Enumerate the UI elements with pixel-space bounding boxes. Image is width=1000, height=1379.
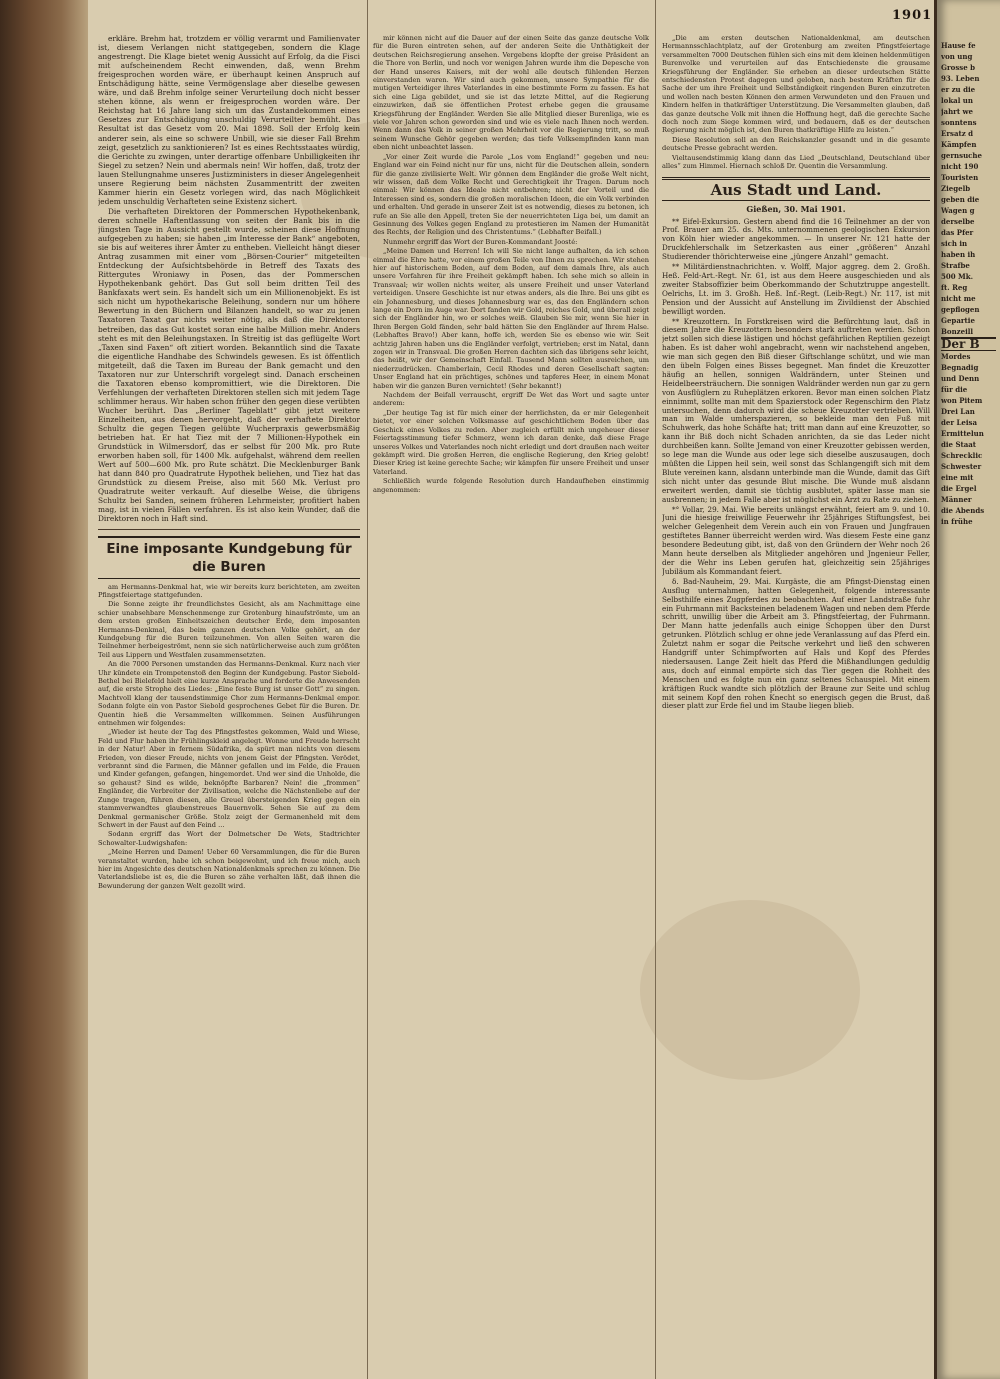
paragraph: Sodann ergriff das Wort der Dolmetscher De Wets, Stadtrichter Schowalter-Ludwigshafen: [98,830,360,847]
paragraph: Nachdem der Beifall verrauscht, ergriff De Wet das Wort und sagte unter anderem: [373,391,649,408]
adjacent-page-line: Hause fe [941,41,976,50]
news-item: *° Vollar, 29. Mai. Wie bereits unlängst erwähnt, feiert am 9. und 10. Juni die hiesige freiwillige Feuerwehr ihr 25jähriges Stiftungsfest, bei welcher Gelegenheit dem Verein auch ein von Frauen und Jungfrauen gestiftetes Banner überreicht werden wird. Was diesem Feste eine ganz besondere Bedeutung gibt, ist, daß von den Gründern der Wehr noch 26 Mann heute derselben als Mitglieder angehören und Jngenieur Feller, der die Wehr ins Leben gerufen hat, gleichzeitig sein 25jähriges Jubiläum als Kommandant feiert. [662,504,930,576]
adjacent-page-line: von ung [941,52,973,61]
paragraph: Die verhafteten Direktoren der Pommerschen Hypothekenbank, deren schnelle Haftentlassung von seiten der Bank bis in die jüngsten Tage in Aussicht gestellt wurde, scheinen diese Hoffnung aufgegeben zu haben; sie haben „im Interesse der Bank“ angeboten, sie bis auf weiteres ihrer Ämter zu entheben. Vielleicht hängt dieser Antrag zusammen mit einer vom „Börsen-Courier“ mitgeteilten Entdeckung der Aufsichtsbehörde in Betreff des Taxats des Rittergutes Wroniawy in Posen, das der Pommerschen Hypothekenbank gehört. Das Gut soll beim dritten Teil des Bankfaxats wert sein. Es handelt sich um ein Millionenobjekt. Es ist sich nicht um hypothekarische Beleihung, sondern nur um höhere Bewertung in den Büchern und Bilanzen handelt, so war zu jenen Taxatoren Taxat gar nichts weiter nötig, als daß die Direktoren betreiben, das das Gut kostet soran eine halbe Million mehr. Anders steht es mit den Beleihungstaxen. In Streitig ist das geflügelte Wort „Taxen sind Faxen“ oft zitiert worden. Bekanntlich sind die Taxate die eigentliche Handhabe des Schwindels gewesen. Es ist öffentlich mitgeteilt, daß die Taxen im Bureau der Bank gemacht und den Taxatoren nur zur Unterschrift vorgelegt sind. Danach erscheinen die Taxatoren ebenso kompromittiert, wie die Direktoren. Die Verfehlungen der verhafteten Direktoren stellen sich mit jedem Tage schlimmer heraus. Wir haben schon früher den gegen diese verübten Wucher berührt. Das „Berliner Tageblatt“ gibt jetzt weitere Einzelheiten, aus denen hervorgeht, daß der verhaftete Direktor Schultz die gegen Tiegen gelübte Wucherpraxis gewerbsmäßig betrieben hat. Er hat Tiez mit der 7 Millionen-Hypothek ein Grundstück in Wilmersdorf, das er selbst für 200 Mk. pro Rute erworben haben soll, für 1400 Mk. aufgehalst, während dem reellen Wert auf 500—600 Mk. pro Rute schätzt. Die Mecklenburger Bank hat dann 840 pro Quadratrute Hypothek beliehen, und Tiez hat das Grundstück zu diesem Preise, also mit 560 Mk. Verlust pro Quadratrute weiter verkauft. Auf dieselbe Weise, die übrigens Schultz bei Sanden, seinem früheren Lehrmeister, profitiert haben mag, ist in vielen Fällen verfahren. Es ist also kein Wunder, daß die Direktoren noch in Haft sind. [98,206,360,524]
adjacent-page-line: nicht me [941,294,976,303]
column-2-paragraphs [373,34,649,494]
adjacent-page-line: die Staat [941,440,977,449]
adjacent-page-line: 500 Mk. [941,272,974,281]
adjacent-page-line: lokal un [941,96,973,105]
adjacent-page-line: das Pfer [941,228,974,237]
adjacent-page-line: Grosse b [941,63,976,72]
column-2 [373,34,649,1352]
column-divider [367,0,368,1379]
paragraph: mir können nicht auf die Dauer auf der einen Seite das ganze deutsche Volk für die Buren eintreten sehen, auf der anderen Seite die Unthätigkeit der deutschen Reichsregierung ansehen. Vergebens klopfte der greise Präsident an die Thore von Berlin, und noch vor wenigen Jahren wurde ihm die Depesche von der Hand unseres Kaisers, mit der wohl alle deutsch fühlenden Herzen einverstanden waren. Wir sind auch gekommen, unsere Sympathie für die mutigen Verteidiger ihres Vaterlandes in eine bestimmte Form zu fassen. Es hat sich eine Liga gebildet, und sie ist das letzte Mittel, auf die Regierung einzuwirken, daß sie öffentlichen Protest erhebe gegen die grausame Kriegsführung der Engländer. Werden Sie alle Mitglied dieser Burenliga, wie es viele vor Jahren schon geworden sind und wie es viele nach Ihnen noch werden. Wenn dann das Volk in seiner großen Mehrheit vor die Regierung tritt, so muß seinem Wunsche Gehör gegeben werden; das tiefe Volksempfinden kann man eben nicht unbeachtet lassen. [373,34,649,152]
adjacent-page-line: Ersatz d [941,129,974,138]
adjacent-page-line: für die [941,385,968,394]
adjacent-page-line: Schrecklic [941,451,983,460]
adjacent-page-line: gepflogen [941,305,980,314]
news-item: ** Militärdienstnachrichten. v. Wolff, Major aggreg. dem 2. Großh. Heß. Feld-Art.-Regt. Nr. 61, ist aus dem Heere ausgeschieden und als zweiter Stabsoffizier beim Oberkommando der Schutztruppe angestellt. Oelrichs, Lt. im 3. Großh. Heß. Inf.-Regt. (Leib-Regt.) Nr. 117, ist mit Pension und der Aussicht auf Anstellung im Zivildienst der Abschied bewilligt worden. [662,262,930,316]
adjacent-page-line: jahrt we [941,107,973,116]
news-item: ** Kreuzottern. In Forstkreisen wird die Befürchtung laut, daß in diesem Jahre die Kreuzottern besonders stark auftreten werden. Schon jetzt sollen sich diese lästigen und höchst gefährlichen Reptilien gezeigt haben. Es ist daher wohl angebracht, wenn wir nachstehend angeben, wie man sich gegen den Biß dieser Giftschlange schützt, und wie man den übeln Folgen eines Bisses begegnet. Man findet die Kreuzotter häufig an hellen, sonnigen Waldrändern, unter Steinen und Heidelbeersträuchern. Die sonnigen Waldränder werden nun gar zu gern von Ausflüglern zu Ruheplätzen erkoren. Bevor man einen solchen Platz einnimmt, sollte man mit dem Spazierstock oder Regenschirm den Platz untersuchen, denn dadurch wird die scheue Kreuzotter vertrieben. Will man im Walde umherspazieren, so bekleide man den Fuß mit Schuhwerk, das hohe Schäfte hat; tritt man dann auf eine Kreuzotter, so kann ihr Biß doch nicht Schaden anrichten, da sie das Leder nicht durchbeißen kann. Sollte Jemand von einer Kreuzotter gebissen werden, so lege man die Wunde aus oder lege sich dieselbe auszusaugen, doch müßten die Lippen heil sein, weil sonst das Schlangengift sich mit dem Blute vereinen kann, alsdann unterbinde man die Wunde, damit das Gift sich nicht unter das gesunde Blut mische. Die Wunde muß alsdann erweitert werden, damit sie tüchtig ausblutet, später lasse man sie ausbrennen; in jedem Falle aber ist möglichst ein Arzt zu Rate zu ziehen. [662,316,930,504]
paragraph: am Hermanns-Denkmal hat, wie wir bereits kurz berichteten, am zweiten Pfingstfeiertage stattgefunden. [98,582,360,599]
paragraph: „Wieder ist heute der Tag des Pfingstfestes gekommen, Wald und Wiese, Feld und Flur haben ihr Frühlingskleid angelegt. Wonne und Freude herrscht in der Natur! Aber in fernem Südafrika, da spürt man nichts von diesem Frieden, von dieser Freude, nichts von jenem Geist der Pfingsten. Verödet, verbrannt sind die Farmen, die Männer gefallen und im Felde, die Frauen und Kinder gefangen, gefangen, hingemordet. Und wer sind die Unholde, die so gehaust? Sind es wilde, beknöpfte Barbaren? Nein! die „frommen“ Engländer, die Verbreiter der Zivilisation, welche die Nächstenliebe auf der Zunge tragen, führen diesen, alle Greuel übersteigenden Krieg gegen ein stammverwandtes glaubenstreues Bauernvolk. Sehen Sie auf zu dem Denkmal germanischer Größe. Stolz zeigt der Germanenheld mit dem Schwert in der Faust auf den Feind ... [98,728,360,829]
paragraph: Schließlich wurde folgende Resolution durch Handaufheben einstimmig angenommen: [373,477,649,494]
article-headline: Eine imposante Kundgebung für die Buren [98,536,360,579]
resolution-note: Diese Resolution soll an den Reichskanzler gesandt und in die gesamte deutsche Presse gebracht werden. [662,135,930,153]
adjacent-page-line: Gepartie [941,316,975,325]
section-title: Aus Stadt und Land. [662,177,930,201]
news-item: ** Eifel-Exkursion. Gestern abend find die 16 Teilnehmer an der von Prof. Brauer am 25. ds. Mts. unternommenen geologischen Exkursion von Köln hier wieder angekommen. — In unserer Nr. 121 hatte der Druckfehlerschalk im Setzerkasten aus einer „größeren“ Anzahl Studierender thörichterweise eine „jüngere Anzahl“ gemacht. [662,216,930,262]
adjacent-page-line: Ermittelun [941,429,984,438]
news-item: δ. Bad-Nauheim, 29. Mai. Kurgäste, die am Pfingst-Dienstag einen Ausflug unternahmen, hatten Gelegenheit, folgende interessante Selbsthilfe eines Zugpferdes zu beobachten. Auf einer Landstraße fuhr ein Fuhrmann mit Backsteinen beladenem Wagen und neben dem Pferde schritt, unwillig über die Arbeit am 3. Pfingstfeiertag, der Fuhrmann. Der Mann hatte jedenfalls auch einige Schoppen über den Durst getrunken. Plötzlich schlug er ohne jede Veranlassung auf das Pferd ein. Zuletzt nahm er sogar die Peitsche verkehrt und ließ den schweren Handgriff unter Schimpfworten auf Hals und Kopf des Pferdes niedersausen. Lange Zeit hielt das Pferd die Mißhandlungen geduldig aus, doch auf einmal empörte sich das Tier gegen die Rohheit des Menschen und es folgte nun ein ganz seltenes Schauspiel. Mit einem kräftigen Ruck wandte sich plötzlich der Braune zur Seite und schlug mit seinem Kopf den rohen Knecht so energisch gegen die Brust, daß dieser platt zur Erde fiel und im Staube liegen blieb. [662,576,930,711]
divider-rule [98,529,360,530]
paragraph: Die Sonne zeigte ihr freundlichstes Gesicht, als am Nachmittage eine schier unabsehbare Menschenmenge zur Grotenburg hinaufströmte, um an dem ersten großen Einheitszeichen deutscher Erde, dem imposanten Hermanns-Denkmal, das beim ganzen deutschen Volke gehört, an der Kundgebung für die Buren teilzunehmen. Von allen Seiten waren die Teilnehmer herbeigeströmt, nenn sie sich natürlicherweise auch zum größten Teil aus Lippern und Westfalen zusammensetzten. [98,600,360,659]
adjacent-page-line: sonntens [941,118,977,127]
adjacent-page-line: und Denn [941,374,980,383]
adjacent-page-line: 93. Leben [941,74,980,83]
column-1 [98,34,360,1352]
adjacent-page-line: Schwester [941,462,982,471]
resolution-text: „Die am ersten deutschen Nationaldenkmal, am deutschen Hermannsschlachtplatz, auf der Grotenburg am zweiten Pfingstfeiertage versammelten 7000 Deutschen fühlen sich eins mit dem kleinen heldenmütigen Burenvolke und verurteilen auf das Entschiedenste die grausame Kriegsführung der Engländer. Sie erheben an dieser urdeutschen Stätte entschiedensten Protest dagegen und geloben, nach bestem Kräften für die Sache der um ihre Freiheit und Selbständigkeit ringenden Buren einzutreten und wollen nach besten Können den armen Verwundeten und den Frauen und Kindern helfen in thatkräftiger Unterstützung. Die Versammelten glauben, daß das ganze deutsche Volk mit ihnen die Hoffnung hegt, daß die gerechte Sache doch noch zum Siege kommen wird, und bedauern, daß es der deutschen Regierung nicht möglich ist, den Buren thatkräftige Hilfe zu leisten.“ [662,34,930,135]
paragraph: erkläre. Brehm hat, trotzdem er völlig verarmt und Familienvater ist, diesem Verlangen nicht stattgegeben, sondern die Klage angestrengt. Die Klage bietet wenig Aussicht auf Erfolg, da die Fisci mit aufscheinendem Recht einwenden, daß, wenn Brehm freigesprochen worden wäre, er überhaupt keinen Anspruch auf Entschädigung hätte, seine Vermögenslage aber dieselbe gewesen wäre, und daß Brehm infolge seiner Verurteilung doch nicht besser stehen könne, als wenn er freigesprochen worden wäre. Der Reichstag hat 16 Jahre lang sich um das Zustandekommen eines Gesetzes zur Entschädigung unschuldig Verurteilter bemüht. Das Resultat ist das Gesetz vom 20. Mai 1898. Soll der Erfolg kein anderer sein, als eine so schwere Unbill, wie sie dieser Fall Brehm zeigt, gesetzlich zu sanktionieren? Ist es eines Rechtsstaates würdig, die Gerichte zu zwingen, unter derartige offenbare Unbilligkeiten ihr Siegel zu setzen? Nein und abermals nein! Wir hoffen, daß, trotz der lauen Stellungnahme unseres Justizministers in dieser Angelegenheit unsere Regierung beim nächsten Zusammentritt der zweiten Kammer hierin ein Gesetz vorlegen wird, das nach Möglichkeit jedem unschuldig Verhafteten seine Existenz sichert. [98,34,360,206]
adjacent-page-line: Bonzeill [941,327,974,336]
paragraph: „Meine Herren und Damen! Ueber 60 Versammlungen, die für die Buren veranstaltet wurden, habe ich schon beigewohnt, und ich freue mich, auch hier im Angesichte des deutschen Nationaldenkmals sprechen zu können. Die Vaterlandsliebe ist es, die die Buren so zähe verhalten läßt, daß ihnen die Bewunderung der ganzen Welt gezollt wird. [98,848,360,890]
adjacent-page-line: die Ergel [941,484,977,493]
adjacent-page-line: won Pitem [941,396,983,405]
adjacent-page-line: nicht 190 [941,162,979,171]
adjacent-page-line: eine mit [941,473,974,482]
adjacent-page-line: derselbe [941,217,975,226]
adjacent-page-line: Touristen [941,173,979,182]
paragraph: „Der heutige Tag ist für mich einer der herrlichsten, da er mir Gelegenheit bietet, vor einer solchen Volksmasse auf geschichtlichem Boden über das Geschick eines Volkes zu reden. Aber zugleich erfüllt mich ungeheuer dieser Feiertagsstimmung tiefer Schmerz, wenn ich daran denke, daß diese Frage unseres Volkes und Vaterlandes noch nicht erledigt und dort draußen nach weiter gekämpft wird. Die großen Herren, die englische Regierung, den Krieg gelobt! Dieser Krieg ist keine gerechte Sache; wir kämpfen für unsere Freiheit und unser Vaterland. [373,408,649,476]
article-buren-body [98,583,360,891]
paragraph: An die 7000 Personen umstanden das Hermanns-Denkmal. Kurz nach vier Uhr kündete ein Trompetenstoß den Beginn der Kundgebung. Pastor Siebold-Bethel bei Bielefeld hielt eine kurze Ansprache und forderte die Anwesenden auf, die erste Strophe des Liedes: „Eine feste Burg ist unser Gott“ zu singen. Machtvoll klang der tausendstimmige Chor zum Hermanns-Denkmal empor. Sodann folgte ein von Pastor Siebold gesprochenes Gebet für die Buren. Dr. Quentin hieß die Versammelten willkommen. Seinen Ausführungen entnehmen wir folgendes: [98,660,360,728]
column-1-paragraphs [98,34,360,524]
adjacent-page-line: die Abends [941,506,985,515]
book-binding [0,0,88,1379]
paragraph: Nunmehr ergriff das Wort der Buren-Kommandant Joosté: [383,237,578,246]
adjacent-page-line: Kämpfen [941,140,977,149]
local-news-items [662,218,930,712]
adjacent-page-line: ft. Reg [941,283,968,292]
adjacent-page-line: der Leisa [941,418,977,427]
adjacent-page-line: geben die [941,195,980,204]
adjacent-page-text [941,40,996,1340]
column-divider [655,0,656,1379]
adjacent-page-line: Strafbe [941,261,970,270]
adjacent-page-line: er zu die [941,85,976,94]
adjacent-page-line: in frühe [941,517,973,526]
column-3 [662,34,930,1352]
closing-text: Vieltausendstimmig klang dann das Lied „Deutschland, Deutschland über alles“ zum Himmel. Hiernach schloß Dr. Quentin die Versammlung. [662,153,930,171]
adjacent-page-header: Der B [941,337,996,351]
paragraph: „Meine Damen und Herren! Ich will Sie nicht lange aufhalten, da ich schon einmal die Ehre hatte, vor einem großen Teile von Ihnen zu sprechen. Wir stehen hier auf historischem Boden, auf dem Boden, auf dem damals Ihre, als auch unsere Vorfahren für ihre Freiheit gekämpft haben. Ich sehe mich so allein in Transvaal; wir wollen nichts weiter, als unsere Freiheit und unser Vaterland verteidigen. Unsere Geschichte ist nur etwas anders, als die Ihre. Bei uns gibt es ein Johannesburg, und dieses Johannesburg war es, das den Engländern schon lange ein Dorn im Auge war. Dort fanden wir Gold, reiches Gold, und überall zeigt sich der Engländer hin, wo er solches weiß. Glauben Sie mir, wenn Sie hier in Ihren Bergen Gold fänden, sehr bald hätten Sie den Engländer auf Ihrem Halse. (Lebhaftes Bravo!) Aber kann, hoffe ich, werden Sie es ebenso wie wir. Seit achtzig Jahren haben uns die Engländer verfolgt, vertrieben; erst im Natal, dann zogen wir in Transvaal. Die großen Herren dachten sich das übrigens sehr leicht, das heißt, wir der Gemeinschaft Einfall. Tausend Mann sollten ausreichen, um niederzudrücken. Chamberlain, Cecil Rhodes und deren Gesellschaft sagten: Unser England hat ein prächtiges, schönes und tapferes Heer, in einem Monat haben wir die ganzen Buren vernichtet! (Sehr bekannt!) [373,247,649,390]
adjacent-page-line: Männer [941,495,972,504]
adjacent-page-line: Wagen g [941,206,975,215]
adjacent-page-line: haben ih [941,250,976,259]
dateline: Gießen, 30. Mai 1901. [746,203,846,214]
adjacent-page-line: sich in [941,239,968,248]
adjacent-page-line: gernsuche [941,151,982,160]
adjacent-page-line: Drei Lan [941,407,975,416]
paragraph: „Vor einer Zeit wurde die Parole „Los vom England!“ gegeben und neu: England war ein Feind nicht nur für uns, nicht für die Deutschen allein, sondern für die ganze zivilisierte Welt. Wir gönnen dem Engländer die große Welt nicht, wir wissen, daß dem Volke Recht und Gerechtigkeit ihr Tragen. Darum noch einmal: Wir können das Ideale nicht entbehren; nicht der Vorteil und die Interessen sind es, sondern die großen moralischen Ideen, die ein Volk verbinden und erhalten. Und gerade in unserer Zeit ist es notwendig, dieses zu betonen, ich rufe an Sie alle den Appell, treten Sie der neuerrichteten Liga bei, um damit an Gesinnung des Volkes gegen England zu protestieren im Namen der Humanität des Rechts, der Religion und des Christentums.“ (Lebhafter Beifall.) [373,152,649,237]
adjacent-page-line: Mordes [941,352,971,361]
adjacent-page-line: Begnadig [941,363,979,372]
adjacent-page-line: Ziegelb [941,184,971,193]
page-number: 1901 [892,8,933,23]
